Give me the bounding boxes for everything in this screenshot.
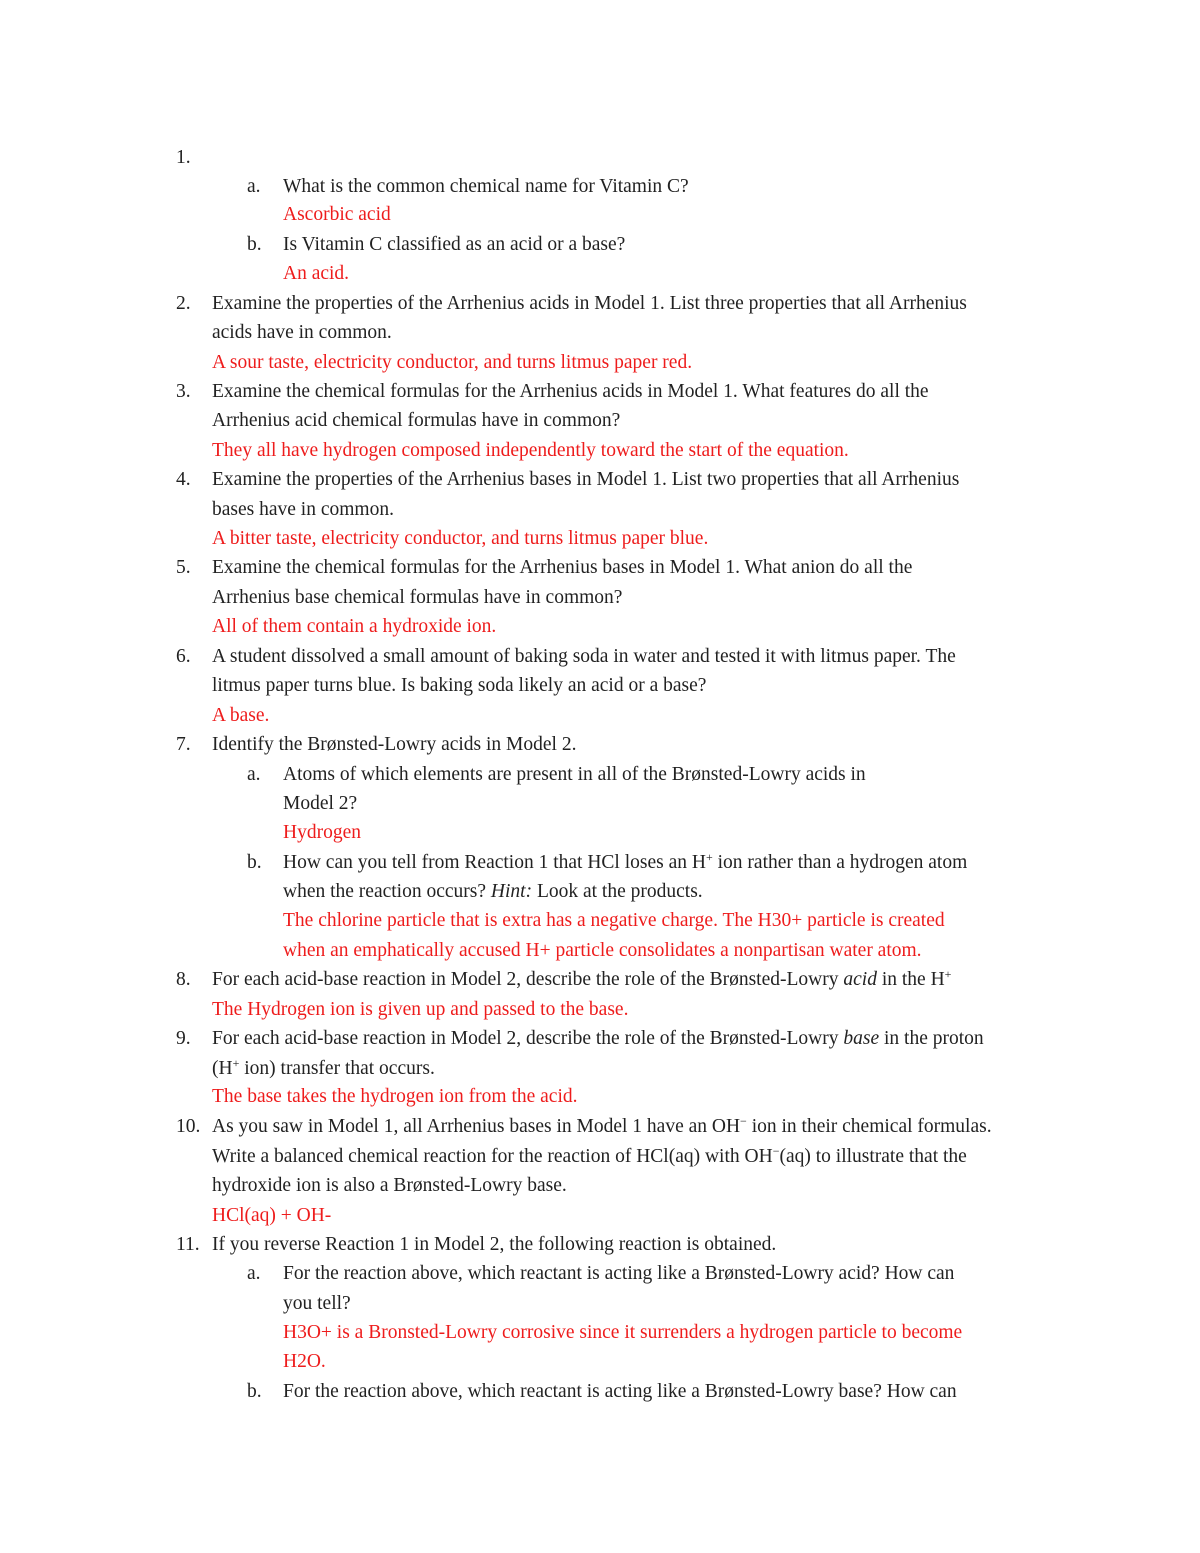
q11b-label: b.	[247, 1381, 262, 1402]
q2-question-line2: acids have in common.	[212, 322, 392, 343]
q5-answer: All of them contain a hydroxide ion.	[212, 616, 497, 637]
q8-question: For each acid-base reaction in Model 2, describe the role of the Brønsted-Lowry acid in the H+	[212, 967, 952, 990]
q11b-question-line1: For the reaction above, which reactant is acting like a Brønsted-Lowry base? How can	[283, 1381, 957, 1402]
q9-answer: The base takes the hydrogen ion from the acid.	[212, 1086, 578, 1107]
q11a-answer-line1: H3O+ is a Bronsted-Lowry corrosive since it surrenders a hydrogen particle to become	[283, 1322, 963, 1343]
q11a-label: a.	[247, 1263, 261, 1284]
q10-number: 10.	[176, 1116, 201, 1137]
q10-answer: HCl(aq) + OH-	[212, 1205, 332, 1226]
q11a-question-line1: For the reaction above, which reactant is acting like a Brønsted-Lowry acid? How can	[283, 1263, 955, 1284]
q3-number: 3.	[176, 381, 191, 402]
q3-question-line1: Examine the chemical formulas for the Arrhenius acids in Model 1. What features do all the	[212, 381, 929, 402]
q6-question-line1: A student dissolved a small amount of baking soda in water and tested it with litmus paper. The	[212, 646, 956, 667]
q7b-answer-line1: The chlorine particle that is extra has a negative charge. The H30+ particle is created	[283, 910, 945, 931]
q3-answer: They all have hydrogen composed independently toward the start of the equation.	[212, 440, 849, 461]
q2-question-line1: Examine the properties of the Arrhenius acids in Model 1. List three properties that all Arrhenius	[212, 293, 967, 314]
q7b-label: b.	[247, 852, 262, 873]
q7b-question-line1: How can you tell from Reaction 1 that HCl loses an H+ ion rather than a hydrogen atom	[283, 850, 968, 873]
q8-number: 8.	[176, 969, 191, 990]
q6-question-line2: litmus paper turns blue. Is baking soda likely an acid or a base?	[212, 675, 707, 696]
q3-question-line2: Arrhenius acid chemical formulas have in common?	[212, 410, 621, 431]
q7a-question-line2: Model 2?	[283, 793, 358, 814]
q5-question-line1: Examine the chemical formulas for the Arrhenius bases in Model 1. What anion do all the	[212, 557, 913, 578]
q2-answer: A sour taste, electricity conductor, and turns litmus paper red.	[212, 352, 693, 373]
q11a-answer-line2: H2O.	[283, 1351, 326, 1372]
q7a-answer: Hydrogen	[283, 822, 361, 843]
q7-number: 7.	[176, 734, 191, 755]
q7b-question-line2: when the reaction occurs? Hint: Look at the products.	[283, 881, 703, 902]
q10-question-line3: hydroxide ion is also a Brønsted-Lowry base.	[212, 1175, 567, 1196]
q4-question-line1: Examine the properties of the Arrhenius bases in Model 1. List two properties that all Arrhenius	[212, 469, 960, 490]
q7a-label: a.	[247, 764, 261, 785]
q7-question: Identify the Brønsted-Lowry acids in Model 2.	[212, 734, 577, 755]
q8-answer: The Hydrogen ion is given up and passed to the base.	[212, 999, 629, 1020]
q9-question-line1: For each acid-base reaction in Model 2, describe the role of the Brønsted-Lowry base in the proton	[212, 1028, 984, 1049]
q1a-question: What is the common chemical name for Vitamin C?	[283, 176, 689, 197]
q7b-answer-line2: when an emphatically accused H+ particle consolidates a nonpartisan water atom.	[283, 940, 922, 961]
q1b-question: Is Vitamin C classified as an acid or a base?	[283, 234, 626, 255]
q4-answer: A bitter taste, electricity conductor, and turns litmus paper blue.	[212, 528, 709, 549]
q10-question-line1: As you saw in Model 1, all Arrhenius bases in Model 1 have an OH− ion in their chemical formulas.	[212, 1114, 992, 1137]
q4-number: 4.	[176, 469, 191, 490]
q11a-question-line2: you tell?	[283, 1293, 351, 1314]
q1b-label: b.	[247, 234, 262, 255]
q11-number: 11.	[176, 1234, 200, 1255]
q11-question: If you reverse Reaction 1 in Model 2, the following reaction is obtained.	[212, 1234, 777, 1255]
q1a-answer: Ascorbic acid	[283, 204, 391, 225]
q1-number: 1.	[176, 147, 191, 168]
q9-number: 9.	[176, 1028, 191, 1049]
q6-number: 6.	[176, 646, 191, 667]
q1a-label: a.	[247, 176, 261, 197]
q5-number: 5.	[176, 557, 191, 578]
q5-question-line2: Arrhenius base chemical formulas have in common?	[212, 587, 623, 608]
q10-question-line2: Write a balanced chemical reaction for the reaction of HCl(aq) with OH−(aq) to illustrate that the	[212, 1144, 967, 1167]
q9-question-line2: (H+ ion) transfer that occurs.	[212, 1056, 435, 1079]
q7a-question-line1: Atoms of which elements are present in all of the Brønsted-Lowry acids in	[283, 764, 866, 785]
q1b-answer: An acid.	[283, 263, 350, 284]
q6-answer: A base.	[212, 705, 270, 726]
q4-question-line2: bases have in common.	[212, 499, 394, 520]
q2-number: 2.	[176, 293, 191, 314]
